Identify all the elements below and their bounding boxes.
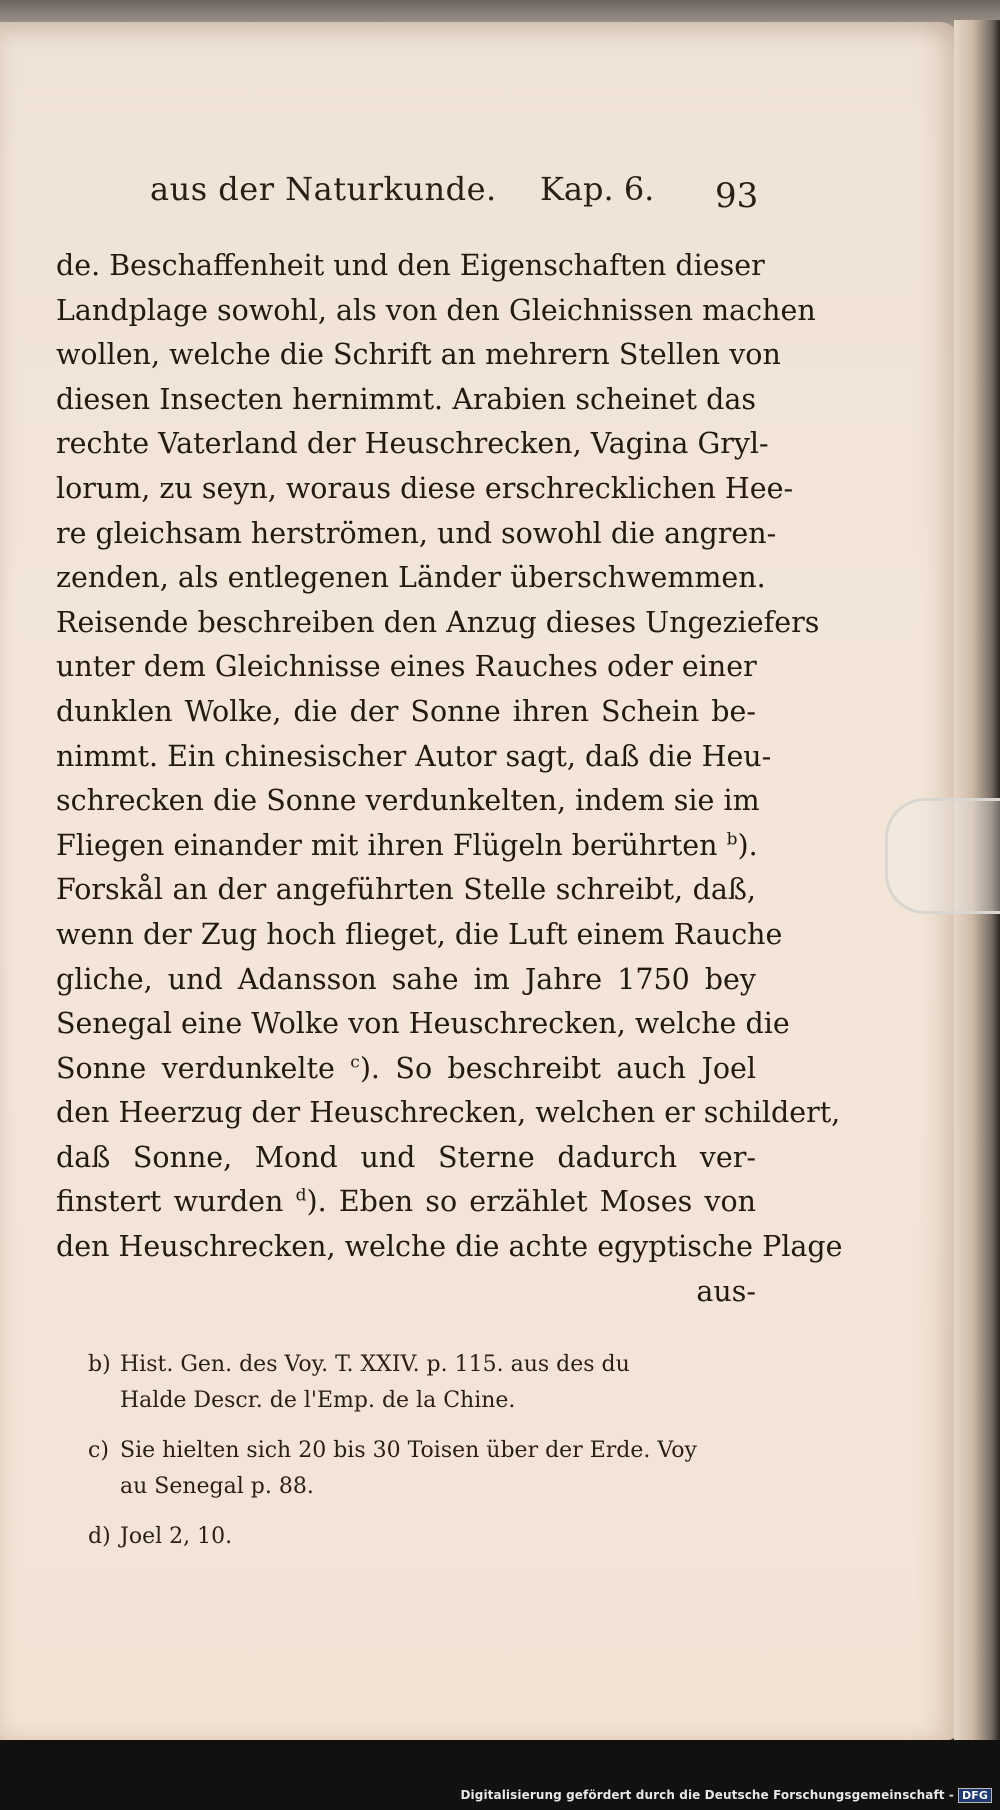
- catchword: aus-: [696, 1274, 756, 1308]
- line-text: Fliegen einander mit ihren Flügeln berührten: [56, 828, 718, 862]
- text-line: gliche, und Adansson sahe im Jahre 1750 bey: [56, 962, 756, 996]
- text-line: rechte Vaterland der Heuschrecken, Vagina Gryl-: [56, 427, 769, 461]
- footnote-line: au Senegal p. 88.: [120, 1474, 314, 1499]
- text-line: [56, 824, 756, 869]
- text-line: lorum, zu seyn, woraus diese erschrecklichen Hee-: [56, 471, 794, 505]
- text-line: [56, 1047, 756, 1092]
- body-text: [56, 244, 843, 1314]
- text-line: re gleichsam herströmen, und sowohl die angren-: [56, 516, 777, 550]
- page-number: 93: [715, 176, 759, 216]
- footnote-reference: b: [726, 829, 738, 850]
- page-header: [150, 170, 760, 220]
- text-line: Landplage sowohl, als von den Gleichnissen machen: [56, 293, 816, 327]
- line-text: finstert wurden: [56, 1185, 284, 1219]
- footnote-mark: d): [88, 1524, 111, 1549]
- text-line: zenden, als entlegenen Länder überschwemmen.: [56, 561, 766, 595]
- footnote-line: Hist. Gen. des Voy. T. XXIV. p. 115. aus des du: [120, 1352, 630, 1377]
- footnote: [88, 1347, 758, 1419]
- text-line: unter dem Gleichnisse eines Rauches oder einer: [56, 650, 757, 684]
- line-text: Sonne verdunkelte: [56, 1051, 335, 1085]
- text-line: Senegal eine Wolke von Heuschrecken, welche die: [56, 1007, 790, 1041]
- page-clip: [885, 798, 1000, 914]
- book-page: [0, 22, 958, 1740]
- footnote-line: Joel 2, 10.: [120, 1524, 233, 1549]
- text-line: dunklen Wolke, die der Sonne ihren Schein be-: [56, 694, 756, 728]
- footnote: [88, 1519, 758, 1555]
- footnote-mark: c): [88, 1438, 109, 1463]
- digitization-credit: [461, 1788, 993, 1803]
- footnote: [88, 1433, 758, 1505]
- footnote-mark: b): [88, 1352, 111, 1377]
- footnotes: [88, 1347, 758, 1569]
- text-line: den Heerzug der Heuschrecken, welchen er schildert,: [56, 1096, 841, 1130]
- credit-text: Digitalisierung gefördert durch die Deutsche Forschungsgemeinschaft -: [460, 1788, 955, 1802]
- footnote-reference: c: [350, 1052, 360, 1073]
- chapter-label: Kap. 6.: [540, 170, 655, 208]
- text-line: de. Beschaffenheit und den Eigenschaften dieser: [56, 249, 765, 282]
- footnote-reference: d: [295, 1185, 307, 1206]
- footnote-line: Sie hielten sich 20 bis 30 Toisen über der Erde. Voy: [120, 1438, 697, 1463]
- text-line: den Heuschrecken, welche die achte egyptische Plage: [56, 1230, 843, 1264]
- text-line: Reisende beschreiben den Anzug dieses Ungeziefers: [56, 605, 820, 639]
- text-line: wollen, welche die Schrift an mehrern Stellen von: [56, 338, 781, 372]
- text-line: daß Sonne, Mond und Sterne dadurch ver-: [56, 1140, 756, 1174]
- line-text-after: ). Eben so erzählet Moses von: [306, 1185, 757, 1219]
- line-text-after: ).: [737, 828, 758, 862]
- text-line: diesen Insecten hernimmt. Arabien scheinet das: [56, 382, 756, 416]
- text-line: schrecken die Sonne verdunkelten, indem sie im: [56, 784, 760, 818]
- text-line: [56, 1180, 756, 1225]
- line-text-after: ). So beschreibt auch Joel: [359, 1051, 757, 1085]
- text-line: Forskål an der angeführten Stelle schreibt, daß,: [56, 873, 756, 907]
- text-line: nimmt. Ein chinesischer Autor sagt, daß die Heu-: [56, 739, 772, 773]
- footnote-line: Halde Descr. de l'Emp. de la Chine.: [120, 1388, 516, 1413]
- text-line: wenn der Zug hoch flieget, die Luft einem Rauche: [56, 917, 783, 951]
- dfg-logo: DFG: [958, 1788, 992, 1803]
- running-title: aus der Naturkunde.: [150, 170, 497, 208]
